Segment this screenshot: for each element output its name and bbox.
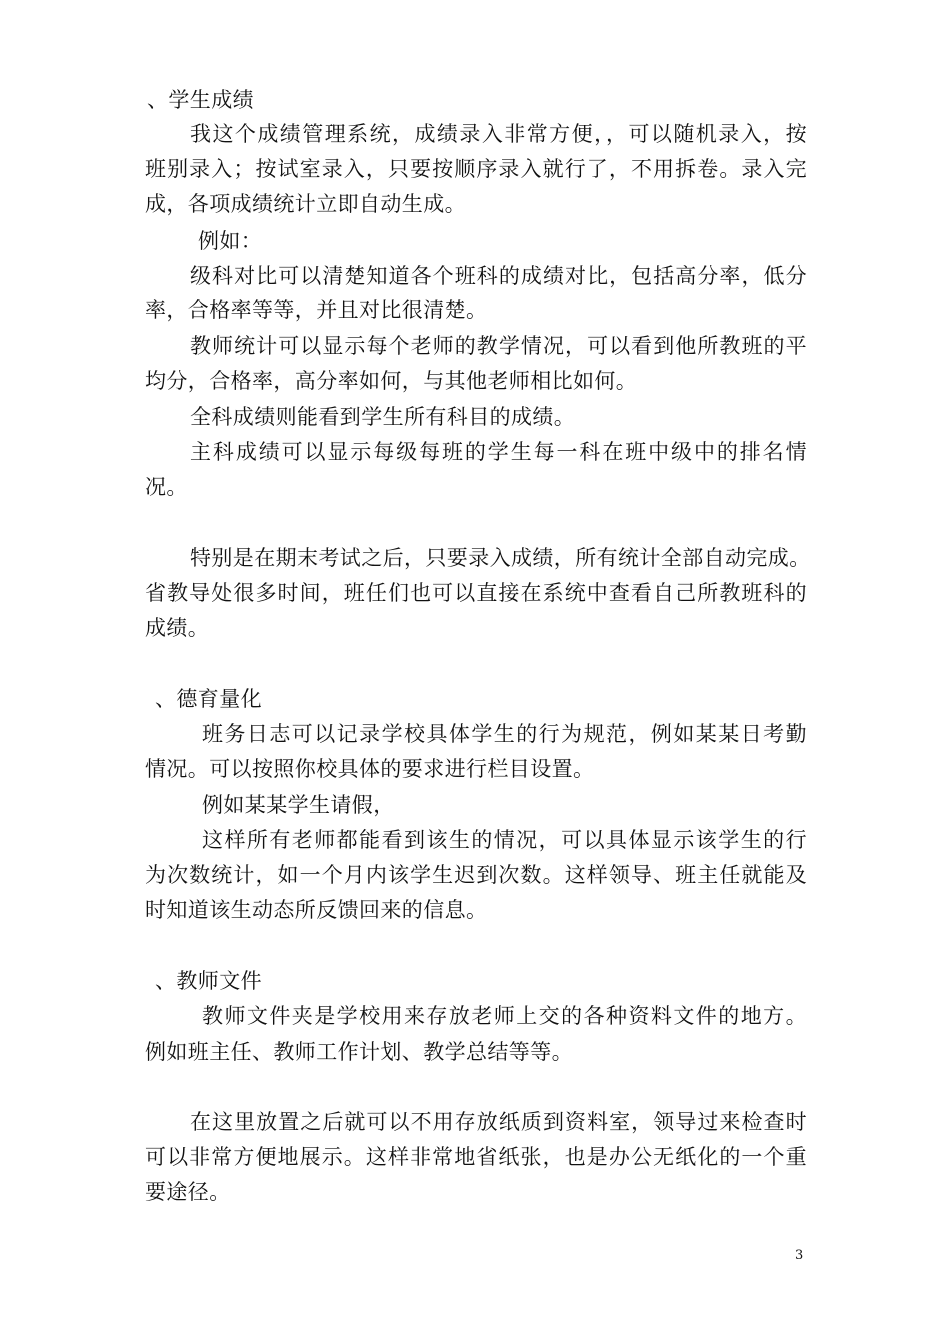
section-heading-teacher-files: 、教师文件 bbox=[155, 969, 262, 993]
paragraph-line: 主科成绩可以显示每级每班的学生每一科在班中级中的排名情 bbox=[190, 440, 807, 464]
paragraph-line: 要途径。 bbox=[145, 1180, 231, 1204]
paragraph-line: 成绩。 bbox=[145, 616, 210, 640]
paragraph-line: 班别录入；按试室录入，只要按顺序录入就行了，不用拆卷。录入完 bbox=[145, 157, 807, 181]
page-number: 3 bbox=[795, 1248, 804, 1263]
paragraph-line: 我这个成绩管理系统，成绩录入非常方便，，可以随机录入，按 bbox=[190, 122, 807, 146]
paragraph-line: 教师统计可以显示每个老师的教学情况，可以看到他所教班的平 bbox=[190, 334, 807, 358]
paragraph-line: 教师文件夹是学校用来存放老师上交的各种资料文件的地方。 bbox=[202, 1004, 807, 1028]
paragraph-line: 成，各项成绩统计立即自动生成。 bbox=[145, 192, 466, 216]
paragraph-line: 可以非常方便地展示。这样非常地省纸张，也是办公无纸化的一个重 bbox=[145, 1145, 807, 1169]
paragraph-line: 例如班主任、教师工作计划、教学总结等等。 bbox=[145, 1040, 573, 1064]
paragraph-line: 在这里放置之后就可以不用存放纸质到资料室，领导过来检查时 bbox=[190, 1110, 807, 1134]
paragraph-line: 这样所有老师都能看到该生的情况，可以具体显示该学生的行 bbox=[202, 828, 807, 852]
paragraph-line: 例如某某学生请假， bbox=[202, 793, 395, 817]
paragraph-line: 全科成绩则能看到学生所有科目的成绩。 bbox=[190, 405, 576, 429]
paragraph-line: 况。 bbox=[145, 475, 188, 499]
paragraph-line: 特别是在期末考试之后，只要录入成绩，所有统计全部自动完成。 bbox=[190, 546, 811, 570]
section-heading-grades: 、学生成绩 bbox=[147, 88, 254, 112]
paragraph-line: 率，合格率等等，并且对比很清楚。 bbox=[145, 298, 488, 322]
paragraph-line: 均分，合格率，高分率如何，与其他老师相比如何。 bbox=[145, 369, 638, 393]
paragraph-line: 省教导处很多时间，班任们也可以直接在系统中查看自己所教班科的 bbox=[145, 581, 807, 605]
paragraph-line: 级科对比可以清楚知道各个班科的成绩对比，包括高分率，低分 bbox=[190, 264, 807, 288]
paragraph-line: 时知道该生动态所反馈回来的信息。 bbox=[145, 898, 488, 922]
section-heading-moral: 、德育量化 bbox=[155, 687, 262, 711]
paragraph-line: 例如： bbox=[198, 229, 263, 253]
paragraph-line: 为次数统计，如一个月内该学生迟到次数。这样领导、班主任就能及 bbox=[145, 863, 807, 887]
paragraph-line: 情况。可以按照你校具体的要求进行栏目设置。 bbox=[145, 757, 595, 781]
paragraph-line: 班务日志可以记录学校具体学生的行为规范，例如某某日考勤 bbox=[202, 722, 807, 746]
